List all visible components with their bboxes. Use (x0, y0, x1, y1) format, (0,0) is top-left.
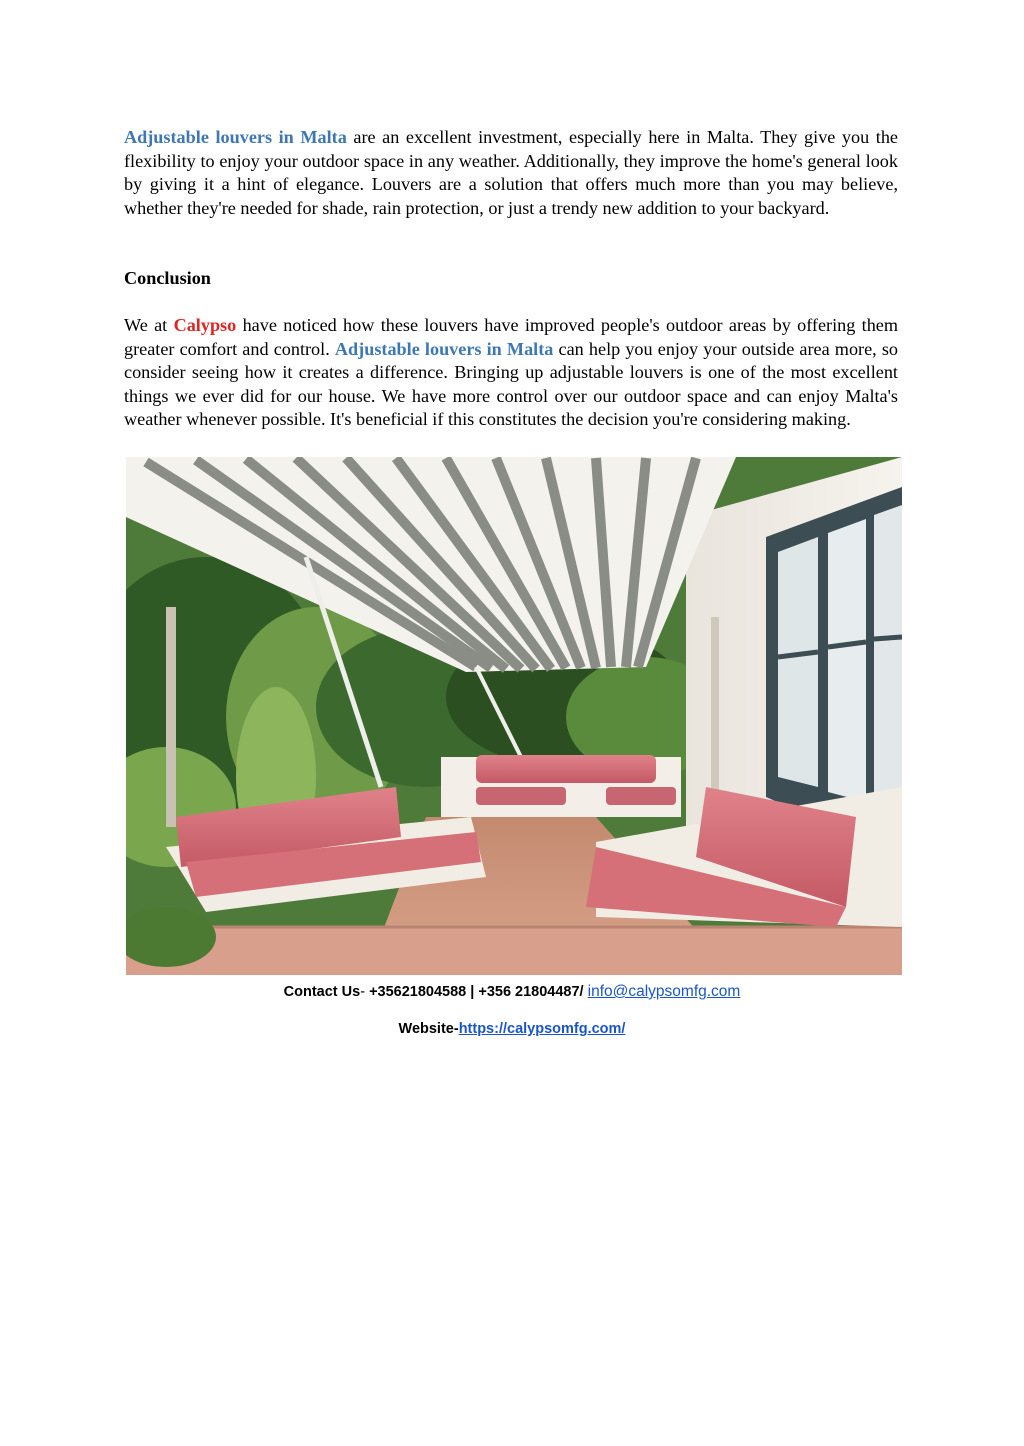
adjustable-louvers-link-2[interactable]: Adjustable louvers in Malta (334, 338, 554, 359)
conclusion-body-2: can help you enjoy your outside area more, so consider seeing how it creates a difference. Bringing up adjustable louvers is one of the most excellent things we ever did for our house. We have more control over our outdoor space and can enjoy Malta's weather whenever possible. It's beneficial if this constitutes the decision you're considering making. (124, 338, 899, 430)
website-label: Website- (398, 1021, 459, 1037)
contact-phones: +35621804588 | +356 21804487/ (369, 984, 588, 1000)
conclusion-heading: Conclusion (124, 268, 211, 288)
patio-photo (126, 457, 902, 975)
contact-separator: - (360, 984, 370, 1000)
intro-paragraph (124, 126, 898, 220)
contact-line (0, 983, 1024, 1001)
contact-label: Contact Us (283, 984, 361, 1000)
brand-name: Calypso (173, 315, 237, 335)
adjustable-louvers-link[interactable]: Adjustable louvers in Malta (124, 127, 347, 147)
website-link[interactable]: https://calypsomfg.com/ (458, 1021, 626, 1037)
intro-body: are an excellent investment, especially here in Malta. They give you the flexibility to enjoy your outdoor space in any weather. Additionally, they improve the home's general look by giving it a hint of elegance. Louvers are a solution that offers much more than you may believe, whether they're needed for shade, rain protection, or just a trendy new addition to your backyard. (124, 127, 899, 218)
conclusion-paragraph (124, 314, 898, 432)
back-sofa (441, 755, 681, 817)
email-link[interactable]: info@calypsomfg.com (587, 983, 741, 1000)
conclusion-lead: We at (124, 315, 168, 335)
conclusion-body-1: have noticed how these louvers have improved people's outdoor areas by offering them greater comfort and control. (124, 315, 899, 359)
website-line (0, 1021, 1024, 1037)
